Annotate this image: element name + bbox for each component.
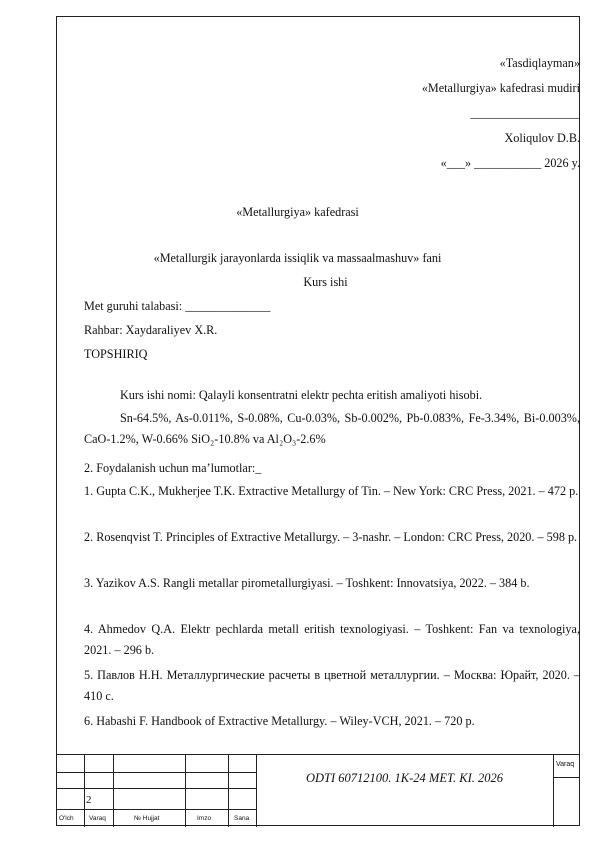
reference-1: 1. Gupta C.K., Mukherjee T.K. Extractive Metallurgy of Tin. – New York: CRC Press, 2021. – 472 p. bbox=[84, 484, 579, 498]
student-field: Met guruhi talabasi: ______________ bbox=[84, 299, 271, 313]
supervisor: Rahbar: Xaydaraliyev X.R. bbox=[84, 323, 218, 337]
col-varaq: Varaq bbox=[89, 815, 106, 822]
document-code: ODTI 60712100. 1K-24 MET. KI. 2026 bbox=[306, 771, 503, 785]
col-sana: Sana bbox=[234, 815, 250, 822]
reference-4: 4. Ahmedov Q.A. Elektr pechlarda metall eritish texnologiyasi. – Toshkent: Fan va texnologiya, 2021. – 296 b. bbox=[84, 622, 580, 657]
approval-date: «___» ___________ 2026 y. bbox=[440, 156, 580, 170]
work-type: Kurs ishi bbox=[303, 275, 348, 289]
approval-line-1: «Tasdiqlayman» bbox=[499, 56, 580, 70]
approval-line-2: «Metallurgiya» kafedrasi mudiri bbox=[421, 81, 580, 95]
col-olch: O'lch bbox=[59, 815, 74, 822]
composition: Sn-64.5%, As-0.011%, S-0.08%, Cu-0.03%, Sb-0.002%, Pb-0.083%, Fe-3.34%, Bi-0.003%, CaO-1.2%, W-0.66% SiO₂-10.8% va Al₂O₃-2.6% bbox=[84, 411, 580, 446]
approval-name: Xoliqulov D.B. bbox=[504, 131, 580, 145]
task-heading: TOPSHIRIQ bbox=[84, 347, 148, 361]
varaq-label: Varaq bbox=[556, 761, 575, 768]
title-block bbox=[56, 754, 580, 826]
task-name: Kurs ishi nomi: Qalayli konsentratni elektr pechta eritish amaliyoti hisobi. bbox=[120, 388, 483, 402]
col-hujjat: № Hujjat bbox=[134, 815, 160, 822]
reference-2: 2. Rosenqvist T. Principles of Extractive Metallurgy. – 3-nashr. – London: CRC Press, 2020. – 598 p. bbox=[84, 530, 578, 544]
approval-signature-line: __________________ bbox=[470, 106, 580, 120]
sheet-number: 2 bbox=[86, 794, 92, 806]
reference-5: 5. Павлов Н.Н. Металлургические расчеты в цветной металлургии. – Москва: Юрайт, 2020. – 410 с. bbox=[84, 668, 580, 703]
reference-6: 6. Habashi F. Handbook of Extractive Metallurgy. – Wiley-VCH, 2021. – 720 p. bbox=[84, 714, 475, 728]
department-title: «Metallurgiya» kafedrasi bbox=[236, 205, 359, 219]
subject-title: «Metallurgik jarayonlarda issiqlik va massaalmashuv» fani bbox=[153, 251, 442, 265]
reference-3: 3. Yazikov A.S. Rangli metallar pirometallurgiyasi. – Toshkent: Innovatsiya, 2022. – 384 b. bbox=[84, 576, 530, 590]
references-heading: 2. Foydalanish uchun ma’lumotlar:_ bbox=[84, 461, 262, 475]
col-imzo: Imzo bbox=[197, 815, 212, 822]
